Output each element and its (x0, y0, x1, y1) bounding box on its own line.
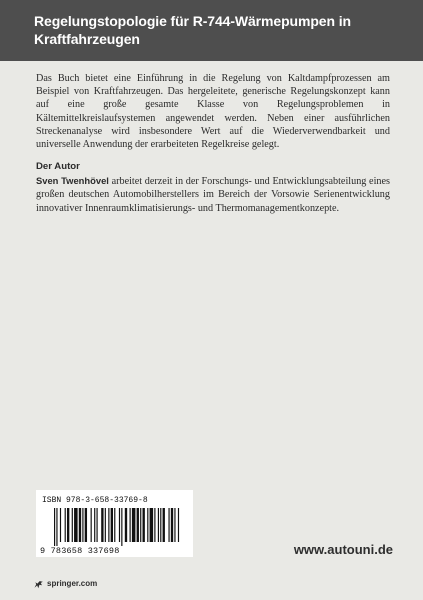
isbn-barcode-box (36, 490, 193, 557)
website-url: www.autouni.de (293, 542, 393, 557)
springer-horse-icon (34, 580, 44, 589)
book-description: Das Buch bietet eine Einführung in die Regelung von Kaltdampfprozessen am Beispiel von Kraftfahrzeugen. Das hergeleitete, generische Regelungskonzept kann auf eine große gesamte Klasse von Regelungsproblemen in Kältemittelkreislaufsystemen angewendet werden. Neben einer ausführlichen Streckenanalyse wird insbesondere Wert auf die Wiederverwendbarkeit und universelle Anwendung der erarbeiteten Regelkreise gelegt. (36, 73, 390, 151)
publisher-logo (34, 579, 97, 589)
back-cover-text (36, 72, 390, 215)
author-heading: Der Autor (36, 161, 80, 173)
author-biography (36, 174, 390, 215)
author-name: Sven Twenhövel (36, 175, 109, 187)
barcode-digits: 9 783658 337698 (40, 546, 120, 556)
book-title: Regelungstopologie für R-744-Wärmepumpen in Kraftfahrzeugen (34, 13, 351, 47)
title-bar (0, 0, 423, 61)
barcode-image (50, 508, 186, 546)
publisher-url: springer.com (47, 579, 98, 588)
author-bio-text: arbeitet derzeit in der Forschungs- und Entwicklungsabteilung eines großen deutschen Automobilherstellers im Bereich der Vorsowie Serienentwicklung innovativer Innenraumklimatisierungs- und Thermomanagementkonzepte. (36, 176, 390, 214)
isbn-number: ISBN 978-3-658-33769-8 (42, 496, 148, 505)
